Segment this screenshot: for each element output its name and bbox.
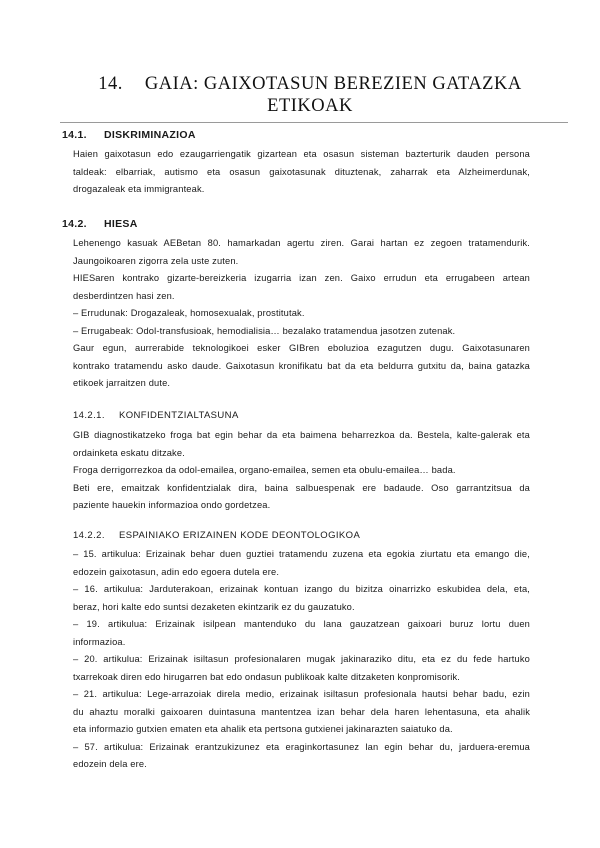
text-line: ordainketa eskatu ditzake. bbox=[73, 447, 185, 458]
subsection-heading bbox=[73, 410, 239, 421]
text-line: Beti ere, emaitzak konfidentzialak dira, baina salbuespenak ere badaude. Oso garrantzitsua da bbox=[73, 482, 530, 493]
text-line: GIB diagnostikatzeko froga bat egin behar da eta baimena beharrezkoa da. Bestela, kalte-galerak eta bbox=[73, 430, 530, 440]
text-line: drogazaleak eta immigranteak. bbox=[73, 184, 205, 194]
text-line: desberdintzen hasi zen. bbox=[73, 290, 175, 301]
text-line: – 20. artikulua: Erizainak isiltasun profesionalaren mugak jakinaraziko ditu, eta ez du fede hartuko bbox=[73, 654, 530, 664]
text-line: – 19. artikulua: Erizainak isilpean mantenduko du lana gauzatzean gaixoari buruz lortu duen bbox=[73, 619, 530, 629]
subsection-number: 14.2.2. bbox=[73, 530, 105, 541]
text-line: Haien gaixotasun edo ezaugarriengatik gizartean eta osasun sisteman bazterturik dauden persona bbox=[73, 149, 530, 159]
section-heading bbox=[62, 129, 196, 141]
section-heading bbox=[62, 218, 138, 230]
text-line: beraz, hori kalte edo suntsi dezaketen ekintzarik ez du gauzatuko. bbox=[73, 601, 355, 612]
page-title bbox=[60, 73, 560, 117]
text-line: – 16. artikulua: Jarduterakoan, erizainak kontuan izango du bizitza oinarrizko eskubidea dela, eta, bbox=[73, 584, 530, 594]
text-line: Froga derrigorrezkoa da odol-emailea, organo-emailea, semen eta obulu-emailea… bada. bbox=[73, 465, 456, 475]
title-divider bbox=[60, 122, 568, 123]
section-body bbox=[73, 235, 530, 393]
subsection-body bbox=[73, 546, 530, 774]
text-line: edozein dela ere. bbox=[73, 759, 147, 769]
text-line: edozein gaixotasun, adin edo egoera dutela ere. bbox=[73, 566, 280, 577]
text-line: taldeak: elbarriak, autismo eta osasun gaixotasunak dituztenak, zaharrak eta Alzheimerdunak, bbox=[73, 166, 530, 177]
text-line: Lehenengo kasuak AEBetan 80. hamarkadan agertu ziren. Garai hartan ez zegoen tratamendurik. bbox=[73, 238, 530, 248]
text-line: Gaur egun, aurrerabide teknologikoei esker GIBren eboluzioa ezagutzen dugu. Gaixotasunaren bbox=[73, 343, 530, 353]
section-body bbox=[73, 146, 530, 199]
section-title: DISKRIMINAZIOA bbox=[104, 129, 196, 141]
section-number: 14.1. bbox=[62, 129, 87, 141]
text-line: paziente hauekin informazioa ondo gordetzea. bbox=[73, 500, 271, 510]
text-line: etikoek jarraitzen dute. bbox=[73, 378, 171, 388]
text-line: kontrako tratamendu asko daude. Gaixotasun kronifikatu bat da eta beldurra gutxitu da, baina gatazka bbox=[73, 360, 530, 371]
subsection-heading bbox=[73, 530, 360, 541]
title-line-2: ETIKOAK bbox=[267, 96, 353, 116]
text-line: – 21. artikulua: Lege-arrazoiak direla medio, erizainak isiltasun profesionala hautsi behar badu, ezin bbox=[73, 689, 530, 699]
section-number: 14.2. bbox=[62, 218, 87, 230]
title-line-1: GAIA: GAIXOTASUN BEREZIEN GATAZKA bbox=[144, 74, 522, 94]
text-line: txarrekoak diren edo hirugarren bat edo ondasun publikoak kalte ditzaketen konpromisorik. bbox=[73, 671, 460, 682]
text-line: eta informazio gutxien ematen eta ahalik eta pertsona gutxienei jakinarazten saiatuko da. bbox=[73, 724, 453, 734]
text-line: HIESaren kontrako gizarte-bereizkeria izugarria izan zen. Gaixo errudun eta errugabeen artean bbox=[73, 273, 530, 283]
text-line: – Errugabeak: Odol-transfusioak, hemodialisia… bezalako tratamendua jasotzen zutenak. bbox=[73, 325, 456, 336]
subsection-number: 14.2.1. bbox=[73, 410, 105, 421]
text-line: – 57. artikulua: Erizainak erantzukizunez eta eraginkortasunez lan egin behar du, jarduera-eremua bbox=[73, 741, 530, 752]
subsection-title: ESPAINIAKO ERIZAINEN KODE DEONTOLOGIKOA bbox=[119, 530, 361, 541]
subsection-body bbox=[73, 427, 530, 515]
subsection-title: KONFIDENTZIALTASUNA bbox=[119, 410, 239, 421]
text-line: informazioa. bbox=[73, 636, 126, 647]
title-number: 14. bbox=[98, 74, 123, 94]
text-line: – 15. artikulua: Erizainak behar duen guztiei tratamendu zuzena eta egokia ziurtatu eta emango die, bbox=[73, 549, 530, 559]
text-line: du ahaztu moralki gaixoaren duintasuna mantentzea izan behar dela haren lehentasuna, eta ahalik bbox=[73, 706, 530, 717]
text-line: – Errudunak: Drogazaleak, homosexualak, prostitutak. bbox=[73, 308, 305, 318]
text-line: Jaungoikoaren zigorra zela uste zuten. bbox=[73, 255, 239, 266]
section-title: HIESA bbox=[104, 218, 138, 230]
